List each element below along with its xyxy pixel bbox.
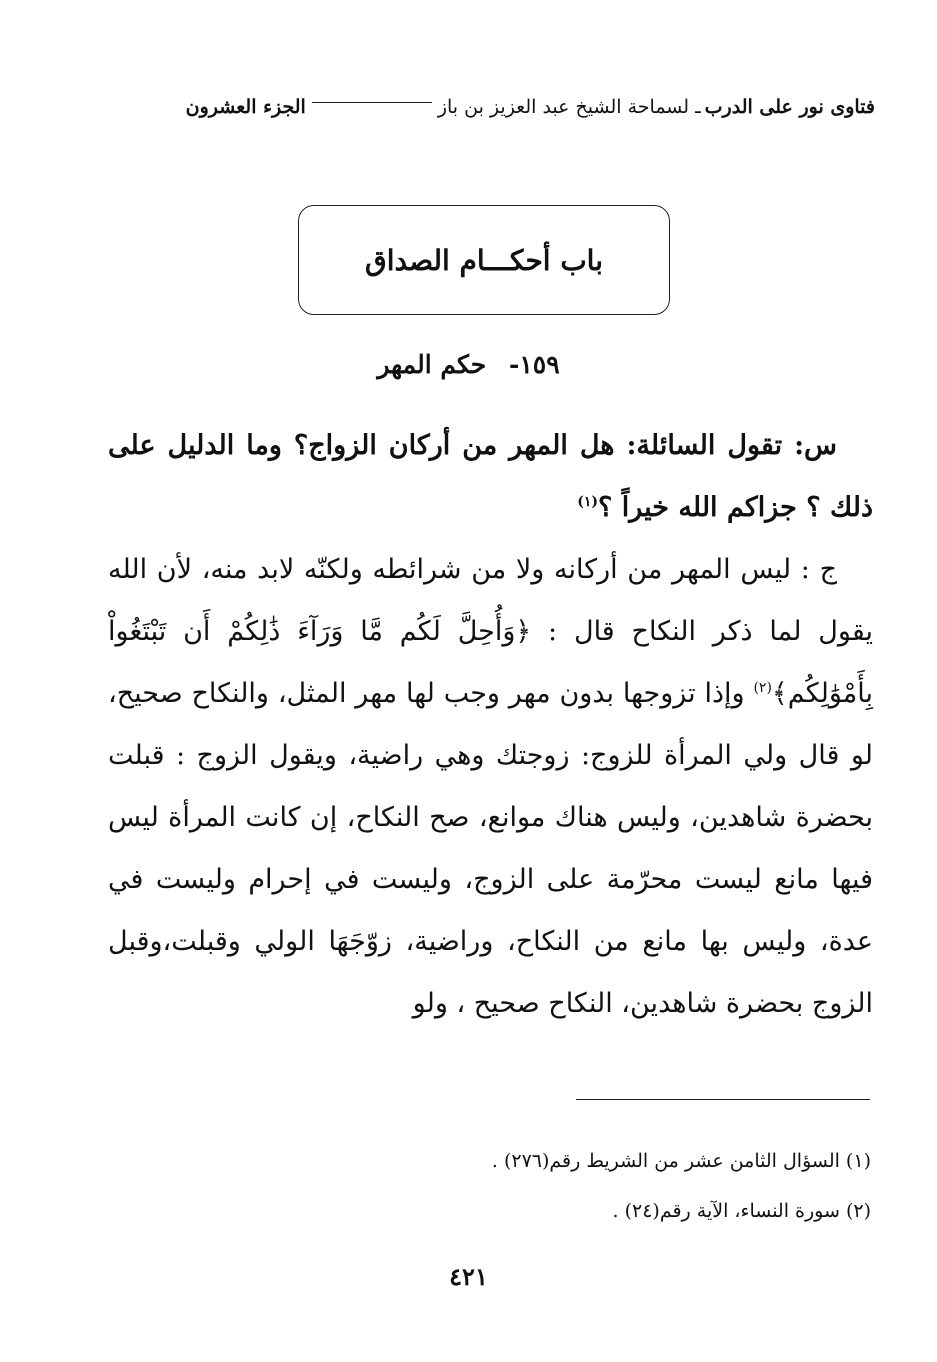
volume-label: الجزء العشرون xyxy=(185,96,306,118)
chapter-title: باب أحكـــام الصداق xyxy=(365,243,603,277)
footnote-ref-1: (١) xyxy=(577,494,599,510)
footnote-ref-2: (٢) xyxy=(753,680,772,696)
footnote-2: (٢) سورة النساء، الآية رقم(٢٤) . xyxy=(612,1200,871,1222)
header-rule xyxy=(312,102,432,103)
section-heading xyxy=(0,350,937,379)
body-text xyxy=(108,415,873,1035)
answer-text-part2: وإذا تزوجها بدون مهر وجب لها مهر المثل، والنكاح صحيح، لو قال ولي المرأة للزوج: زوجتك وهي راضية، ويقول الزوج : قبلت بحضرة شاهدين، وليس هناك موانع، صح النكاح، إن كانت المرأة ليس فيها مانع ليست محرّمة على الزوج، وليست في إحرام وليست في عدة، وليس بها مانع من النكاح، وراضية، زوّجَهَا الولي وقبلت،وقبل الزوج بحضرة شاهدين، النكاح صحيح ، ولو xyxy=(108,678,873,1019)
book-title: فتاوى نور على الدرب xyxy=(704,96,875,118)
running-header xyxy=(108,92,875,122)
chapter-title-box xyxy=(298,205,670,315)
author-line: ـ لسماحة الشيخ عبد العزيز بن باز xyxy=(437,96,701,118)
footnotes xyxy=(108,1136,871,1236)
page-number: ٤٢١ xyxy=(449,1262,488,1291)
answer-paragraph xyxy=(108,539,873,1035)
question-paragraph xyxy=(108,415,873,539)
answer-text-part1: ج : ليس المهر من أركانه ولا من شرائطه ولكنّه لابد منه، لأن الله يقول لما ذكر النكاح قال : xyxy=(108,554,873,647)
section-number: ١٥٩- xyxy=(508,350,560,379)
section-title: حكم المهر xyxy=(377,350,487,379)
question-text: س: تقول السائلة: هل المهر من أركان الزواج؟ وما الدليل على ذلك ؟ جزاكم الله خيراً ؟ xyxy=(108,430,873,523)
footnote-separator xyxy=(576,1099,870,1100)
quran-verse: ﴿وَأُحِلَّ لَكُم مَّا وَرَآءَ ذَٰلِكُمْ أَن تَبْتَغُواْ بِأَمْوَٰلِكُم﴾ xyxy=(108,616,873,709)
footnote-1: (١) السؤال الثامن عشر من الشريط رقم(٢٧٦) . xyxy=(491,1150,871,1172)
